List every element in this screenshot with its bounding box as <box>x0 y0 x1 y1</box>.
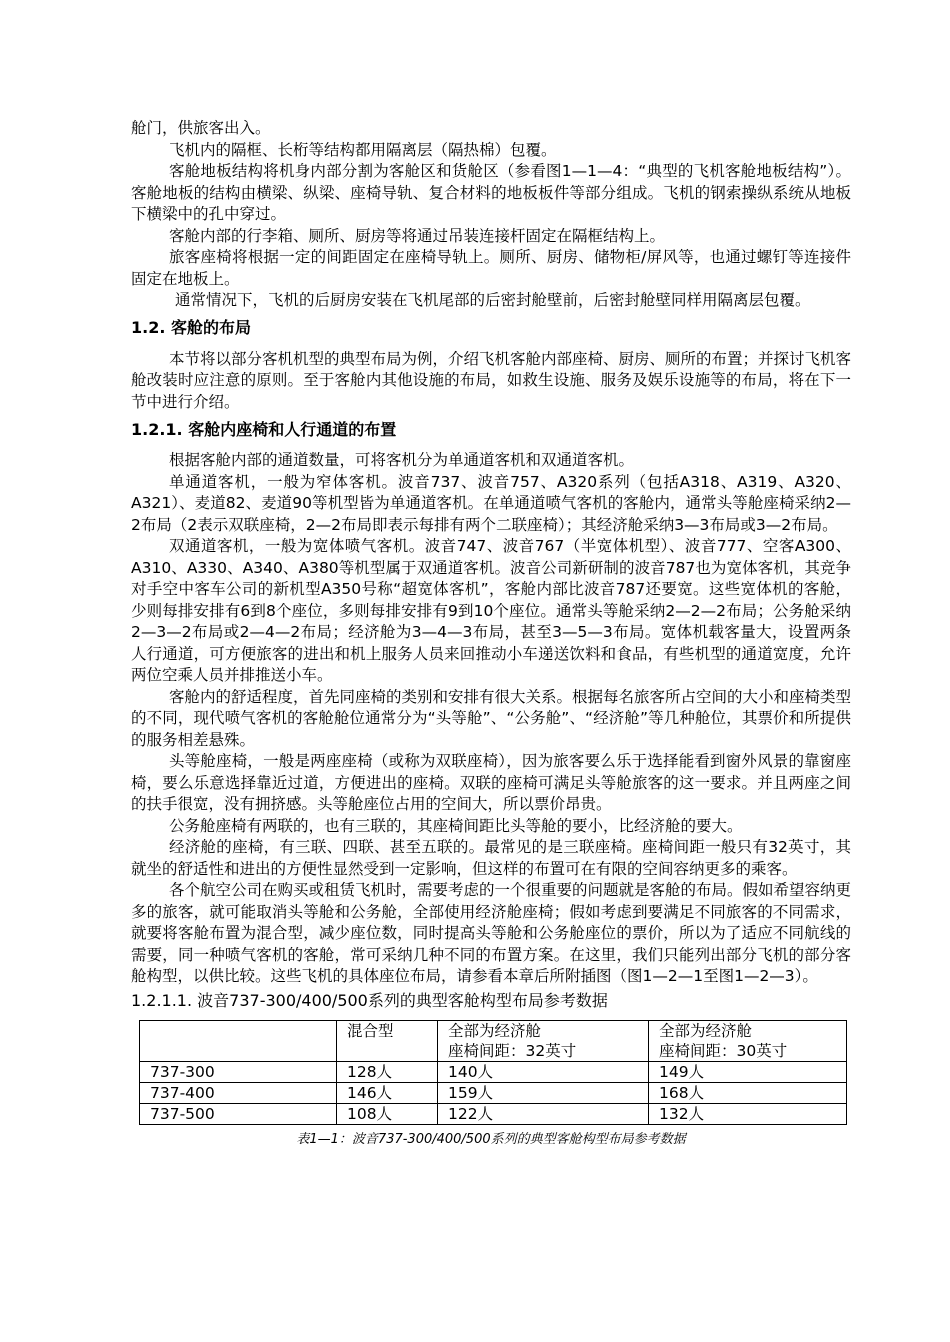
header-line: 座椅间距：32英寸 <box>448 1041 577 1060</box>
table-row <box>140 1061 847 1082</box>
paragraph: 飞机内的隔框、长桁等结构都用隔离层（隔热棉）包覆。 <box>169 140 557 159</box>
paragraph: 客舱内部的行李箱、厕所、厨房等将通过吊装连接杆固定在隔框结构上。 <box>169 226 666 245</box>
seat-config-table <box>139 1020 847 1125</box>
table-row <box>140 1082 847 1103</box>
section-heading-1-2: 1.2. 客舱的布局 <box>131 317 251 337</box>
paragraph: 客舱地板结构将机身内部分割为客舱区和货舱区（参看图1—1—4：“典型的飞机客舱地板结构”）。客舱地板的结构由横梁、纵梁、座椅导轨、复合材料的地板板件等部分组成。飞机的钢索操纵系统从地板下横梁中的孔中穿过。 <box>131 162 851 223</box>
table-cell: 132人 <box>649 1103 847 1124</box>
paragraph: 舱门，供旅客出入。 <box>131 119 271 137</box>
table-header-cell <box>438 1020 649 1061</box>
section-intro: 本节将以部分客机机型的典型布局为例，介绍飞机客舱内部座椅、厨房、厕所的布置；并探讨飞机客舱改装时应注意的原则。至于客舱内其他设施的布局，如救生设施、服务及娱乐设施等的布局，将在下一节中进行介绍。 <box>131 349 852 411</box>
table-cell: 149人 <box>649 1061 847 1082</box>
header-line: 混合型 <box>347 1021 394 1040</box>
table-header-cell <box>140 1020 337 1061</box>
paragraph: 头等舱座椅，一般是两座座椅（或称为双联座椅），因为旅客要么乐于选择能看到窗外风景的靠窗座椅，要么乐意选择靠近过道，方便进出的座椅。双联的座椅可满足头等舱旅客的这一要求。并且两座之间的扶手很宽，没有拥挤感。头等舱座位占用的空间大，所以票价昂贵。 <box>131 752 851 813</box>
header-line: 全部为经济舱 <box>659 1021 753 1040</box>
table-caption: 表1—1：波音737-300/400/500系列的典型客舱构型布局参考数据 <box>296 1131 686 1147</box>
section-heading-1-2-1: 1.2.1. 客舱内座椅和人行通道的布置 <box>131 420 397 439</box>
paragraph: 各个航空公司在购买或租赁飞机时，需要考虑的一个很重要的问题就是客舱的布局。假如希望容纳更多的旅客，就可能取消头等舱和公务舱，全部使用经济舱座椅；假如考虑到要满足不同旅客的不同需求，就要将客舱布置为混合型，减少座位数，同时提高头等舱和公务舱座位的票价，所以为了适应不同航线的需要，同一种喷气客机的客舱，常可采纳几种不同的布置方案。在这里，我们只能列出部分飞机的部分客舱构型，以供比较。这些飞机的具体座位布局，请参看本章后所附插图（图1—2—1至图1—2—3）。 <box>131 881 852 985</box>
paragraph: 单通道客机，一般为窄体客机。波音737、波音757、A320系列（包括A318、A319、A320、A321）、麦道82、麦道90等机型皆为单通道客机。在单通道喷气客机的客舱内，通常头等舱座椅采纳2—2布局（2表示双联座椅，2—2布局即表示每排有两个二联座椅）；其经济舱采纳3—3布局或3—2布局。 <box>131 472 851 534</box>
paragraph: 公务舱座椅有两联的，也有三联的，其座椅间距比头等舱的要小，比经济舱的要大。 <box>169 816 743 835</box>
table-cell: 737-300 <box>140 1061 337 1082</box>
table-cell: 737-400 <box>140 1082 337 1103</box>
paragraph: 经济舱的座椅，有三联、四联、甚至五联的。最常见的是三联座椅。座椅间距一般只有32英寸，其就坐的舒适性和进出的方便性显然受到一定影响，但这样的布置可在有限的空间容纳更多的乘客。 <box>131 838 851 878</box>
table-cell: 108人 <box>337 1103 438 1124</box>
table-header-row <box>140 1020 847 1061</box>
table-cell: 122人 <box>438 1103 649 1124</box>
table-cell: 128人 <box>337 1061 438 1082</box>
table-cell: 737-500 <box>140 1103 337 1124</box>
header-line: 全部为经济舱 <box>448 1021 542 1040</box>
table-cell: 159人 <box>438 1082 649 1103</box>
table-cell: 140人 <box>438 1061 649 1082</box>
table-cell: 146人 <box>337 1082 438 1103</box>
paragraph: 根据客舱内部的通道数量，可将客机分为单通道客机和双通道客机。 <box>169 451 635 469</box>
paragraph: 旅客座椅将根据一定的间距固定在座椅导轨上。厕所、厨房、储物柜/屏风等，也通过螺钉等连接件固定在地板上。 <box>131 248 851 288</box>
paragraph: 双通道客机，一般为宽体喷气客机。波音747、波音767（半宽体机型）、波音777、空客A300、A310、A330、A340、A380等机型属于双通道客机。波音公司新研制的波音787也为宽体客机，其竞争对手空中客车公司的新机型A350号称“超宽体客机”，客舱内部比波音787还要宽。这些宽体机的客舱，少则每排安排有6到8个座位，多则每排安排有9到10个座位。通常头等舱采纳2—2—2布局；公务舱采纳2—3—2布局或2—4—2布局；经济舱为3—4—3布局，甚至3—5—3布局。宽体机载客量大，设置两条人行通道，可方便旅客的进出和机上服务人员来回推动小车递送饮料和食品，有些机型的通道宽度，允许两位空乘人员并排推送小车。 <box>131 537 851 684</box>
document-page <box>131 118 851 1147</box>
paragraph: 通常情况下，飞机的后厨房安装在飞机尾部的后密封舱壁前，后密封舱壁同样用隔离层包覆。 <box>175 291 811 309</box>
table-row <box>140 1103 847 1124</box>
header-line: 座椅间距：30英寸 <box>659 1041 788 1060</box>
paragraph: 客舱内的舒适程度，首先同座椅的类别和安排有很大关系。根据每名旅客所占空间的大小和座椅类型的不同，现代喷气客机的客舱舱位通常分为“头等舱”、“公务舱”、“经济舱”等几种舱位，其票价和所提供的服务相差悬殊。 <box>131 687 852 749</box>
table-cell: 168人 <box>649 1082 847 1103</box>
section-heading-1-2-1-1: 1.2.1.1. 波音737-300/400/500系列的典型客舱构型布局参考数据 <box>131 990 608 1010</box>
table-header-cell <box>337 1020 438 1061</box>
table-header-cell <box>649 1020 847 1061</box>
